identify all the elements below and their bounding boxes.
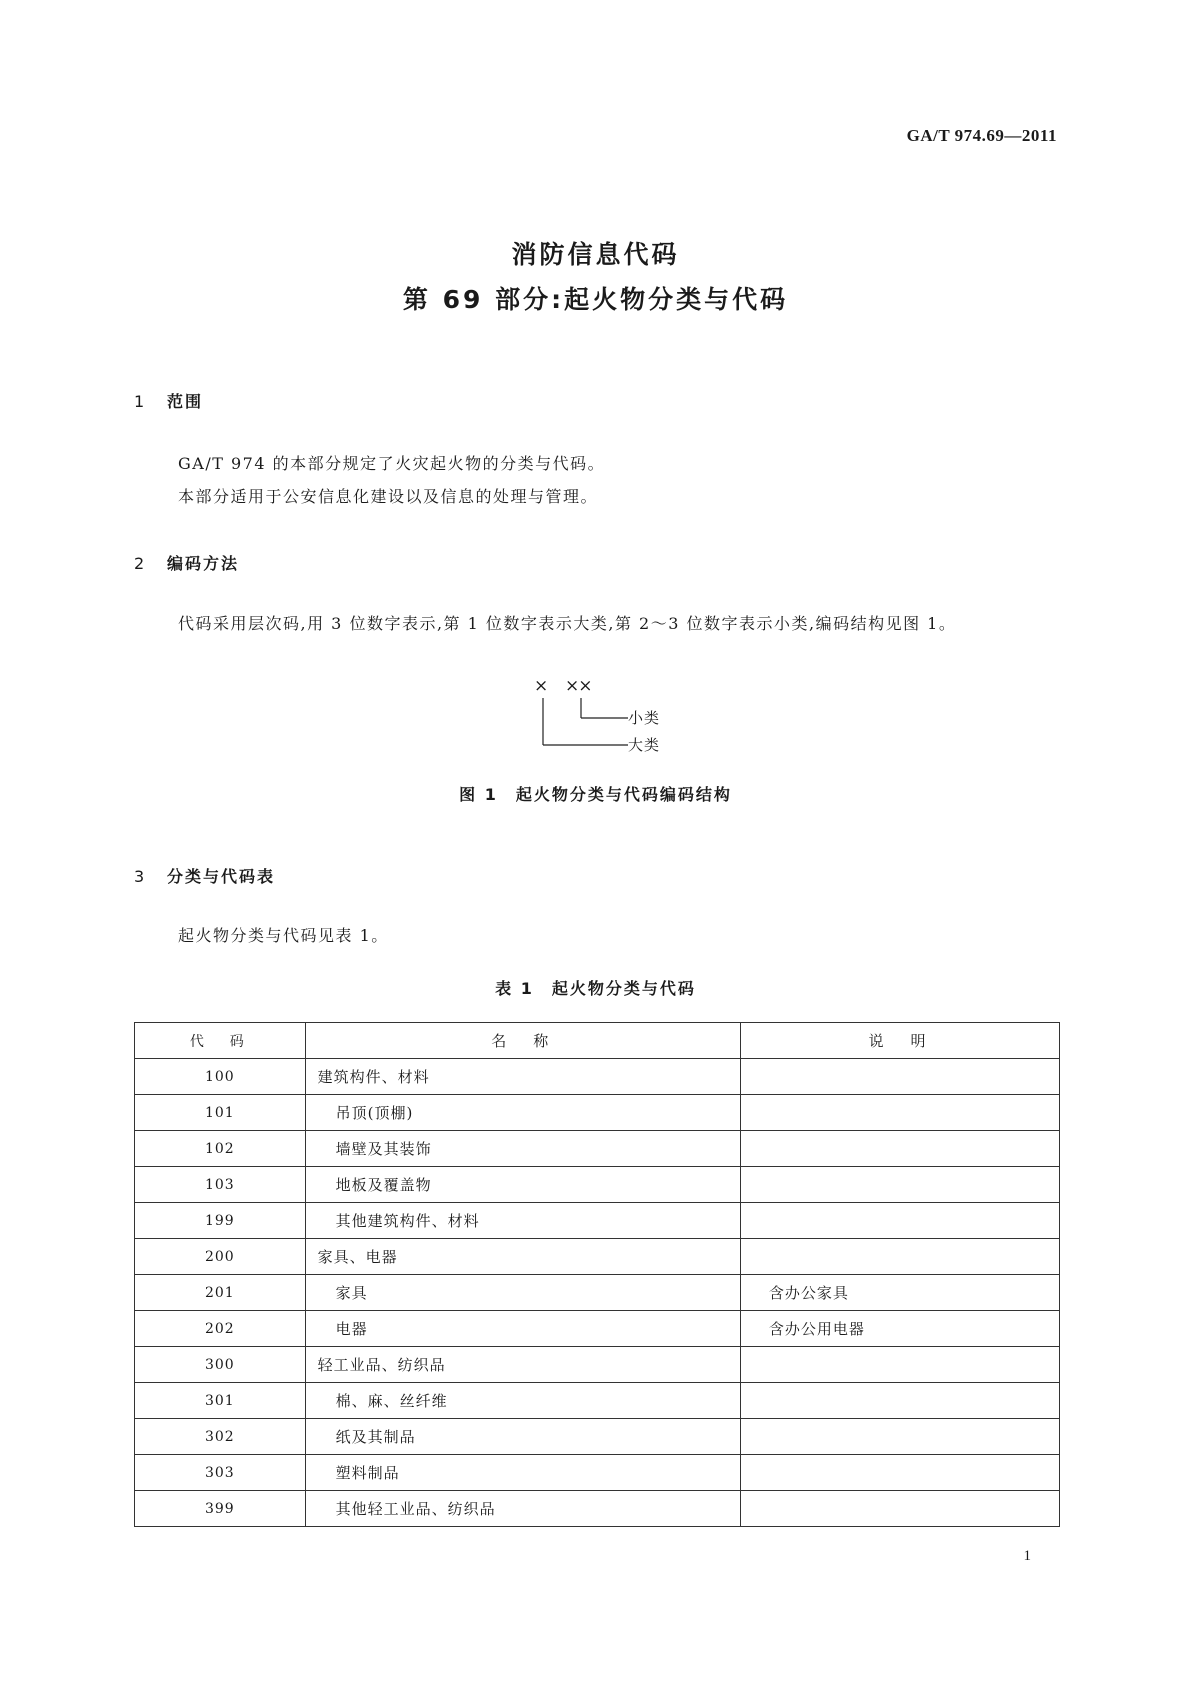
table-row [135,1203,1060,1239]
cell-note [740,1383,1059,1419]
table-1-caption: 表 1 起火物分类与代码 [495,979,696,998]
cell-code: 102 [135,1131,306,1167]
section-2-title: 编码方法 [167,554,240,573]
cell-note [740,1203,1059,1239]
diagram-minor-digits-symbol: ×× [565,676,592,696]
cell-note: 含办公家具 [740,1275,1059,1311]
section-2-number: 2 [134,554,147,573]
table-row [135,1311,1060,1347]
table-row [135,1419,1060,1455]
cell-code: 199 [135,1203,306,1239]
cell-name: 轻工业品、纺织品 [305,1347,740,1383]
section-1-paragraph-2: 本部分适用于公安信息化建设以及信息的处理与管理。 [178,487,599,506]
cell-name: 纸及其制品 [305,1419,740,1455]
diagram-major-digit-symbol: × [534,676,550,696]
header-note: 说 明 [740,1023,1059,1059]
cell-note [740,1167,1059,1203]
cell-name: 塑料制品 [305,1455,740,1491]
figure-1-caption: 图 1 起火物分类与代码编码结构 [459,785,732,804]
section-1-paragraph-1: GA/T 974 的本部分规定了火灾起火物的分类与代码。 [178,454,606,473]
cell-name: 建筑构件、材料 [305,1059,740,1095]
cell-note [740,1239,1059,1275]
cell-note: 含办公用电器 [740,1311,1059,1347]
table-row [135,1491,1060,1527]
cell-note [740,1095,1059,1131]
document-subtitle: 第 69 部分:起火物分类与代码 [402,285,789,314]
table-row [135,1455,1060,1491]
table-row [135,1095,1060,1131]
standard-number: GA/T 974.69—2011 [906,126,1057,145]
cell-note [740,1455,1059,1491]
table-row [135,1239,1060,1275]
cell-name: 其他轻工业品、纺织品 [305,1491,740,1527]
cell-code: 200 [135,1239,306,1275]
cell-name: 吊顶(顶棚) [305,1095,740,1131]
cell-code: 103 [135,1167,306,1203]
cell-name: 地板及覆盖物 [305,1167,740,1203]
diagram-label-minor: 小类 [628,709,661,727]
cell-name: 电器 [305,1311,740,1347]
cell-name: 家具、电器 [305,1239,740,1275]
table-row [135,1167,1060,1203]
section-2-paragraph: 代码采用层次码,用 3 位数字表示,第 1 位数字表示大类,第 2～3 位数字表示小类,编码结构见图 1。 [178,614,957,633]
table-row [135,1131,1060,1167]
section-3-title: 分类与代码表 [167,867,276,886]
cell-note [740,1131,1059,1167]
page-number: 1 [1023,1548,1031,1564]
section-1-title: 范围 [167,392,204,411]
cell-name: 家具 [305,1275,740,1311]
section-3-heading [134,864,275,887]
coding-structure-diagram [0,0,1191,760]
cell-code: 301 [135,1383,306,1419]
table-row [135,1383,1060,1419]
cell-note [740,1347,1059,1383]
cell-code: 300 [135,1347,306,1383]
cell-note [740,1419,1059,1455]
diagram-label-major: 大类 [628,736,661,754]
document-title: 消防信息代码 [511,240,680,269]
classification-code-table [134,1022,1060,1527]
cell-name: 墙壁及其装饰 [305,1131,740,1167]
cell-code: 100 [135,1059,306,1095]
cell-name: 棉、麻、丝纤维 [305,1383,740,1419]
cell-note [740,1491,1059,1527]
cell-code: 303 [135,1455,306,1491]
section-1-number: 1 [134,392,147,411]
table-row [135,1347,1060,1383]
section-3-number: 3 [134,867,147,886]
cell-code: 202 [135,1311,306,1347]
cell-code: 399 [135,1491,306,1527]
header-name: 名 称 [305,1023,740,1059]
cell-code: 201 [135,1275,306,1311]
cell-code: 302 [135,1419,306,1455]
table-row [135,1059,1060,1095]
header-code: 代 码 [135,1023,306,1059]
cell-name: 其他建筑构件、材料 [305,1203,740,1239]
table-header-row [135,1023,1060,1059]
section-3-paragraph: 起火物分类与代码见表 1。 [178,926,389,945]
cell-code: 101 [135,1095,306,1131]
table-row [135,1275,1060,1311]
cell-note [740,1059,1059,1095]
